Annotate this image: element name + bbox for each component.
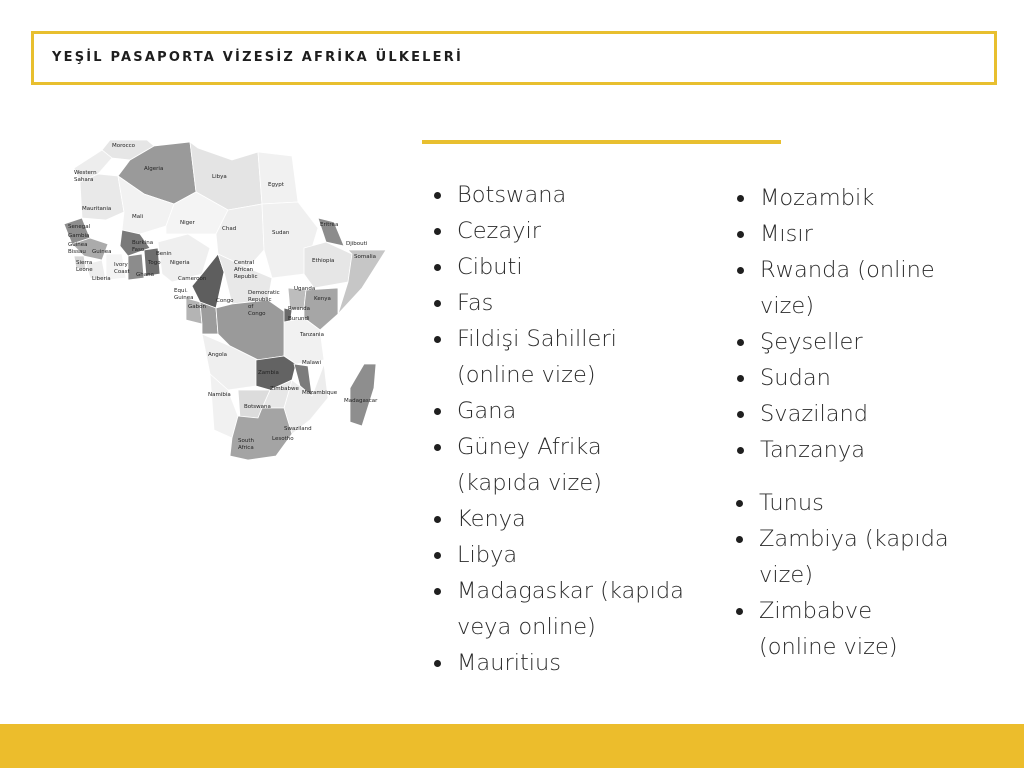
map-region-ethiopia: [304, 242, 352, 288]
country-item: [430, 393, 720, 429]
country-item: [430, 177, 720, 213]
svg-text:Swaziland: Swaziland: [284, 426, 312, 432]
country-item-line: Libya: [457, 542, 518, 568]
country-item: [732, 485, 992, 521]
country-item: [733, 324, 993, 360]
svg-text:Guinea: Guinea: [68, 242, 88, 248]
country-item-line: Tanzanya: [760, 437, 866, 463]
country-list-column-1: [430, 177, 720, 681]
svg-text:Botswana: Botswana: [244, 404, 271, 410]
svg-text:Central: Central: [234, 260, 255, 266]
country-item-line: Rwanda (online: [760, 257, 935, 283]
country-item-line: Fildişi Sahilleri: [457, 326, 617, 352]
accent-divider: [422, 140, 781, 144]
country-item-line: Kenya: [457, 506, 526, 532]
svg-text:Chad: Chad: [222, 226, 237, 232]
country-item: [430, 213, 720, 249]
country-item-line: Cezayir: [457, 218, 541, 244]
svg-text:Egypt: Egypt: [268, 182, 284, 188]
svg-text:Ethiopia: Ethiopia: [312, 258, 335, 264]
map-region-madagascar: [350, 364, 376, 426]
country-item-line: vize): [759, 562, 813, 588]
country-item: [430, 537, 720, 573]
page-title: YEŞİL PASAPORTA VİZESİZ AFRİKA ÜLKELERİ: [52, 50, 463, 65]
svg-text:Burkina: Burkina: [132, 240, 154, 246]
map-region-egypt: [258, 152, 298, 204]
svg-text:Libya: Libya: [212, 174, 227, 180]
country-item: [733, 180, 993, 216]
country-item-line: Cibuti: [457, 254, 523, 280]
svg-text:Uganda: Uganda: [294, 286, 316, 292]
svg-text:Malawi: Malawi: [302, 360, 322, 366]
svg-text:Liberia: Liberia: [92, 276, 111, 282]
svg-text:Senegal: Senegal: [68, 224, 91, 230]
country-item: [733, 252, 993, 324]
svg-text:Gabon: Gabon: [188, 304, 206, 310]
svg-text:Guinea: Guinea: [174, 295, 194, 301]
country-item-line: (online vize): [759, 634, 898, 660]
svg-text:Eritrea: Eritrea: [320, 222, 339, 228]
svg-text:Togo: Togo: [148, 260, 161, 266]
svg-text:Zimbabwe: Zimbabwe: [270, 386, 299, 392]
country-item: [430, 249, 720, 285]
country-item-line: Fas: [457, 290, 494, 316]
country-item-line: Zambiya (kapıda: [759, 526, 949, 552]
country-item: [430, 429, 720, 501]
country-item: [733, 432, 993, 468]
svg-text:Algeria: Algeria: [144, 166, 164, 172]
svg-text:Republic: Republic: [234, 274, 258, 280]
svg-text:Equi.: Equi.: [174, 288, 188, 294]
svg-text:Sudan: Sudan: [272, 230, 290, 236]
svg-text:Bissau: Bissau: [68, 249, 86, 255]
country-item-line: veya online): [457, 614, 596, 640]
svg-text:Western: Western: [74, 170, 97, 176]
svg-text:Ivory: Ivory: [114, 262, 128, 268]
svg-text:Niger: Niger: [180, 220, 195, 226]
svg-text:Benin: Benin: [156, 251, 172, 257]
svg-text:Namibia: Namibia: [208, 392, 231, 398]
svg-text:African: African: [234, 267, 254, 273]
country-item-line: Şeyseller: [760, 329, 863, 355]
country-item-line: Zimbabve: [759, 598, 873, 624]
svg-text:Leone: Leone: [76, 267, 93, 273]
svg-text:Madagascar: Madagascar: [344, 398, 378, 404]
country-item: [732, 593, 992, 665]
country-item-line: Gana: [457, 398, 517, 424]
country-item: [430, 501, 720, 537]
svg-text:Tanzania: Tanzania: [300, 332, 324, 338]
svg-text:Sahara: Sahara: [74, 177, 94, 183]
country-item-line: Svaziland: [760, 401, 869, 427]
title-box: [31, 31, 997, 85]
svg-text:Congo: Congo: [216, 298, 234, 304]
svg-text:Cameroon: Cameroon: [178, 276, 207, 282]
svg-text:Nigeria: Nigeria: [170, 260, 190, 266]
country-list-column-3: [732, 485, 992, 665]
svg-text:Rwanda: Rwanda: [288, 306, 311, 312]
country-item-line: Mozambik: [760, 185, 875, 211]
country-item-line: (online vize): [457, 362, 596, 388]
svg-text:Sierra: Sierra: [76, 260, 93, 266]
svg-text:Congo: Congo: [248, 311, 266, 317]
country-item-line: Botswana: [457, 182, 567, 208]
svg-text:Zambia: Zambia: [258, 370, 279, 376]
svg-text:of: of: [248, 304, 254, 310]
country-item: [430, 285, 720, 321]
svg-text:Somalia: Somalia: [354, 254, 377, 260]
svg-text:Burundi: Burundi: [288, 316, 310, 322]
country-item: [430, 573, 720, 645]
country-item: [430, 645, 720, 681]
svg-text:Gambia: Gambia: [68, 233, 90, 239]
svg-text:Faso: Faso: [132, 247, 145, 253]
country-item-line: Tunus: [759, 490, 824, 516]
country-item-line: Madagaskar (kapıda: [457, 578, 684, 604]
svg-text:Djibouti: Djibouti: [346, 241, 368, 247]
footer-bar: [0, 724, 1024, 768]
country-item: [430, 321, 720, 393]
country-list-column-2: [733, 180, 993, 468]
svg-text:Republic: Republic: [248, 297, 272, 303]
svg-text:Coast: Coast: [114, 269, 130, 275]
svg-text:Mozambique: Mozambique: [302, 390, 338, 396]
svg-text:Africa: Africa: [238, 445, 254, 451]
country-item-line: (kapıda vize): [457, 470, 602, 496]
country-item-line: Sudan: [760, 365, 831, 391]
svg-text:Guinea: Guinea: [92, 249, 112, 255]
country-item: [732, 521, 992, 593]
country-item-line: Güney Afrika: [457, 434, 602, 460]
country-item: [733, 396, 993, 432]
africa-map-icon: [62, 138, 390, 460]
country-item-line: Mauritius: [457, 650, 562, 676]
country-item-line: vize): [760, 293, 814, 319]
svg-text:South: South: [238, 438, 254, 444]
svg-text:Morocco: Morocco: [112, 143, 136, 149]
svg-text:Democratic: Democratic: [248, 290, 280, 296]
map-region-south-africa: [230, 408, 292, 460]
country-item-line: Mısır: [760, 221, 813, 247]
svg-text:Kenya: Kenya: [314, 296, 331, 302]
svg-text:Angola: Angola: [208, 352, 228, 358]
svg-text:Ghana: Ghana: [136, 272, 154, 278]
svg-text:Mauritania: Mauritania: [82, 206, 112, 212]
country-item: [733, 360, 993, 396]
svg-text:Lesotho: Lesotho: [272, 436, 294, 442]
svg-text:Mali: Mali: [132, 214, 144, 220]
country-item: [733, 216, 993, 252]
